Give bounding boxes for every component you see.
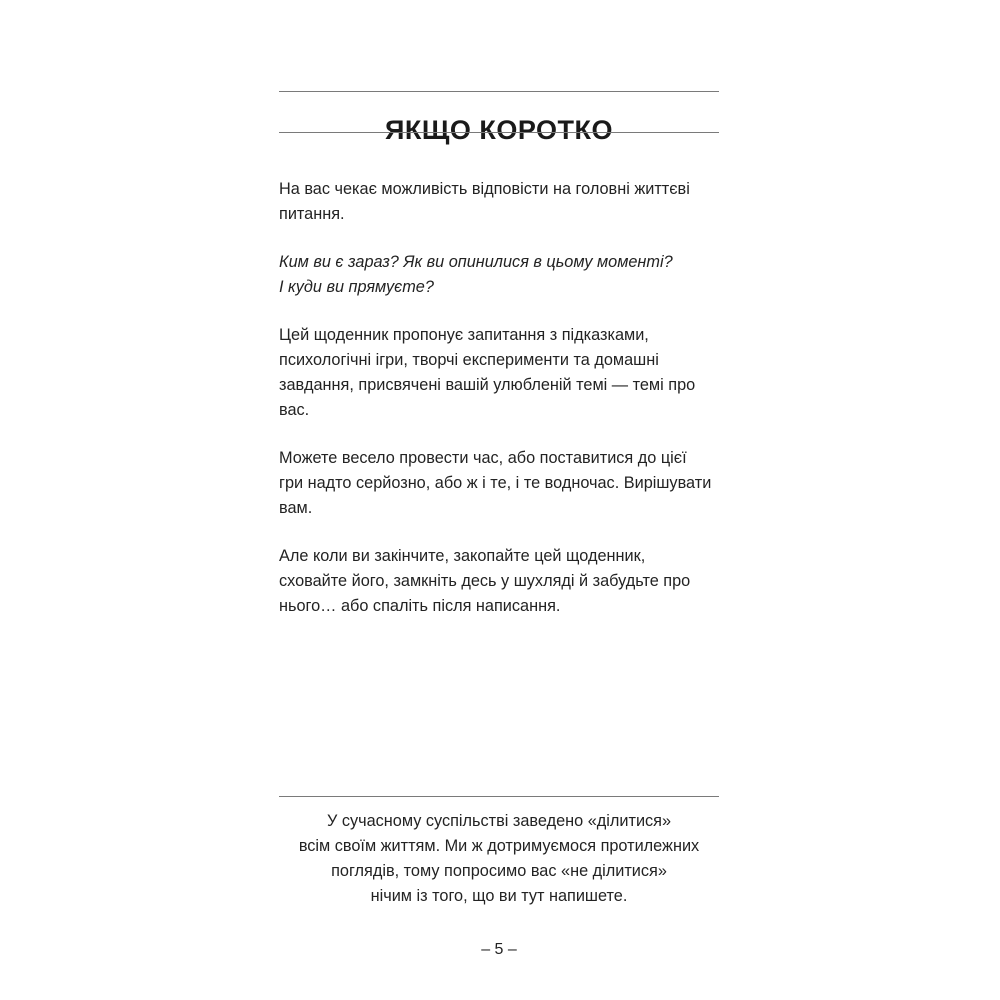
footnote-line: У сучасному суспільстві заведено «ділитися» <box>326 812 672 830</box>
text-line: вам. <box>279 499 313 517</box>
paragraph <box>279 544 724 619</box>
text-line: сховайте його, замкніть десь у шухляді й забудьте про <box>279 572 691 590</box>
text-line: Але коли ви закінчите, закопайте цей щоденник, <box>279 547 646 565</box>
footnote-rule <box>279 796 719 797</box>
paragraph <box>279 446 724 521</box>
text-line: Можете весело провести час, або поставитися до цієї <box>279 449 687 467</box>
heading-bottom-rule <box>279 132 719 133</box>
text-line: питання. <box>279 205 345 223</box>
body-text <box>279 177 724 642</box>
heading-top-rule <box>279 91 719 92</box>
text-line: психологічні ігри, творчі експерименти та домашні <box>279 351 659 369</box>
text-line: нього… або спаліть після написання. <box>279 597 561 615</box>
text-line: завдання, присвячені вашій улюбленій темі — темі про <box>279 376 696 394</box>
text-line: гри надто серйозно, або ж і те, і те водночас. Вирішувати <box>279 474 712 492</box>
footnote-line: поглядів, тому попросимо вас «не ділитися» <box>331 862 667 880</box>
book-page <box>279 0 719 1000</box>
text-line: І куди ви прямуєте? <box>279 278 434 296</box>
paragraph-italic-questions <box>279 250 724 300</box>
page-heading: ЯКЩО КОРОТКО <box>384 115 613 146</box>
text-line: Ким ви є зараз? Як ви опинилися в цьому моменті? <box>279 253 673 271</box>
footnote-line: нічим із того, що ви тут напишете. <box>370 887 628 905</box>
paragraph <box>279 177 724 227</box>
page-number: – 5 – <box>481 941 517 958</box>
text-line: Цей щоденник пропонує запитання з підказками, <box>279 326 649 344</box>
paragraph <box>279 323 724 423</box>
footnote-line: всім своїм життям. Ми ж дотримуємося протилежних <box>298 837 700 855</box>
text-line: На вас чекає можливість відповісти на головні життєві <box>279 180 690 198</box>
text-line: вас. <box>279 401 310 419</box>
footnote <box>279 809 719 909</box>
